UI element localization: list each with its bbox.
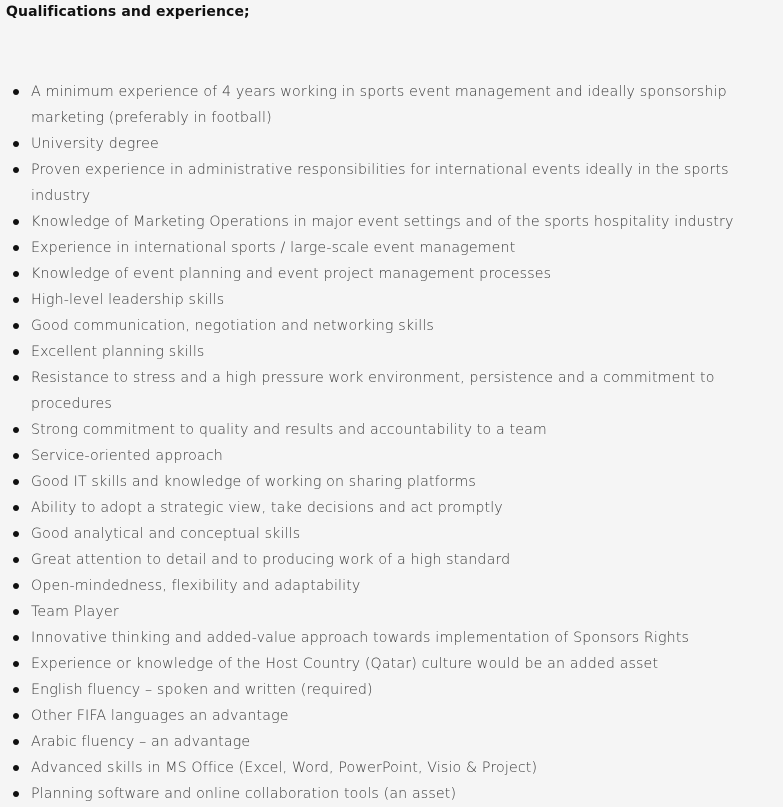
list-item-text: English fluency – spoken and written (required) — [31, 682, 373, 698]
bullet-icon — [13, 557, 19, 563]
list-item-text: High-level leadership skills — [31, 292, 225, 308]
list-item — [31, 469, 783, 495]
list-item-text: Knowledge of event planning and event project management processes — [31, 266, 552, 282]
list-item — [31, 521, 783, 547]
list-item-text: Service-oriented approach — [31, 448, 223, 464]
list-item — [31, 157, 783, 209]
list-item — [31, 79, 783, 131]
list-item-text: Knowledge of Marketing Operations in major event settings and of the sports hospitality industry — [31, 214, 734, 230]
list-item — [31, 417, 783, 443]
list-item — [31, 781, 783, 807]
bullet-icon — [13, 531, 19, 537]
list-item — [31, 651, 783, 677]
list-item-text: Great attention to detail and to producing work of a high standard — [31, 552, 511, 568]
list-item-text: Advanced skills in MS Office (Excel, Word, PowerPoint, Visio & Project) — [31, 760, 538, 776]
list-item — [31, 339, 783, 365]
list-item-text: Strong commitment to quality and results and accountability to a team — [31, 422, 547, 438]
list-item — [31, 287, 783, 313]
list-item-text: University degree — [31, 136, 159, 152]
qualifications-list — [0, 79, 783, 807]
list-item-text: Arabic fluency – an advantage — [31, 734, 251, 750]
list-item-text: Resistance to stress and a high pressure work environment, persistence and a commitment to procedures — [31, 370, 715, 412]
bullet-icon — [13, 609, 19, 615]
bullet-icon — [13, 687, 19, 693]
bullet-icon — [13, 271, 19, 277]
section-heading: Qualifications and experience; — [6, 4, 250, 20]
bullet-icon — [13, 713, 19, 719]
list-item-text: Experience in international sports / large-scale event management — [31, 240, 516, 256]
list-item-text: Other FIFA languages an advantage — [31, 708, 289, 724]
bullet-icon — [13, 453, 19, 459]
list-item-text: Proven experience in administrative responsibilities for international events ideally in the sports industry — [31, 162, 729, 204]
list-item-text: Team Player — [31, 604, 119, 620]
list-item — [31, 625, 783, 651]
list-item-text: Innovative thinking and added-value approach towards implementation of Sponsors Rights — [31, 630, 690, 646]
list-item — [31, 677, 783, 703]
bullet-icon — [13, 323, 19, 329]
bullet-icon — [13, 479, 19, 485]
bullet-icon — [13, 219, 19, 225]
list-item — [31, 235, 783, 261]
bullet-icon — [13, 791, 19, 797]
list-item — [31, 131, 783, 157]
list-item — [31, 599, 783, 625]
list-item — [31, 209, 783, 235]
bullet-icon — [13, 349, 19, 355]
bullet-icon — [13, 89, 19, 95]
bullet-icon — [13, 661, 19, 667]
list-item-text: Good analytical and conceptual skills — [31, 526, 301, 542]
list-item — [31, 703, 783, 729]
bullet-icon — [13, 739, 19, 745]
list-item — [31, 261, 783, 287]
bullet-icon — [13, 167, 19, 173]
list-item-text: Open-mindedness, flexibility and adaptability — [31, 578, 361, 594]
list-item-text: A minimum experience of 4 years working in sports event management and ideally sponsorship marketing (preferably in football) — [31, 84, 727, 126]
list-item — [31, 755, 783, 781]
list-item-text: Excellent planning skills — [31, 344, 205, 360]
bullet-icon — [13, 375, 19, 381]
bullet-icon — [13, 505, 19, 511]
list-item-text: Experience or knowledge of the Host Country (Qatar) culture would be an added asset — [31, 656, 659, 672]
bullet-icon — [13, 583, 19, 589]
list-item-text: Planning software and online collaboration tools (an asset) — [31, 786, 457, 802]
bullet-icon — [13, 141, 19, 147]
bullet-icon — [13, 297, 19, 303]
list-item — [31, 313, 783, 339]
list-item — [31, 443, 783, 469]
list-item — [31, 729, 783, 755]
list-item — [31, 365, 783, 417]
list-item-text: Good communication, negotiation and networking skills — [31, 318, 434, 334]
list-item — [31, 573, 783, 599]
list-item — [31, 547, 783, 573]
list-item-text: Good IT skills and knowledge of working on sharing platforms — [31, 474, 476, 490]
bullet-icon — [13, 635, 19, 641]
bullet-icon — [13, 765, 19, 771]
bullet-icon — [13, 427, 19, 433]
bullet-icon — [13, 245, 19, 251]
list-item-text: Ability to adopt a strategic view, take decisions and act promptly — [31, 500, 503, 516]
list-item — [31, 495, 783, 521]
